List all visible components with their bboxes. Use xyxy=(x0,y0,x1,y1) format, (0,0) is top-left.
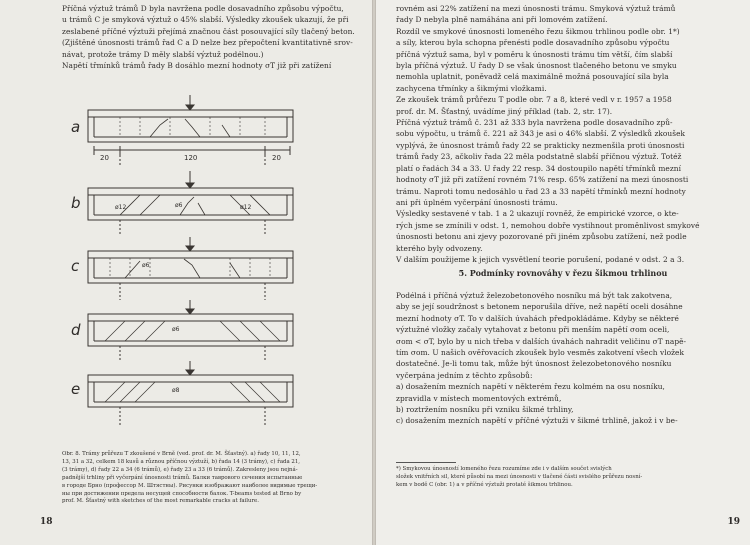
footnote: *) Smykovou únosností lomeného řezu rozumíme zde i v dalším součet svislých složek vnitřních sil, které působí na mezi únosnosti v tlačené části svislého průřezu nosní- kem v bodě C (obr. 1) a v příčné výztuži protaté šikmou trhlinou. xyxy=(396,466,643,488)
dim-left: 20 xyxy=(100,154,109,162)
dim-middle: 120 xyxy=(184,154,198,162)
section-heading: 5. Podmínky rovnováhy v řezu šikmou trhlinou xyxy=(458,268,668,278)
right-body-text: rovném asi 22% zatížení na mezi únosnosti trámu. Smyková výztuž trámů řady D nebyla plně namáhána ani při lomovém zatížení. Rozdíl ve smykové únosnosti lomeného řezu šikmou trhlinou podle obr. 1*) a síly, kterou byla schopna přenésti podle dosavadního způsobu výpočtu příčná výztuž sama, byl v poměru k únosnosti trámu tím větší, čím slabší byla příčná výztuž. U řady D se však únosnost tlačeného betonu ve smyku nemohla uplatnit, poněvadž celá maximálně možná posouvající síla byla zachycena třmínky a šikmými vložkami. Ze zkoušek trámů průřezu T podle obr. 7 a 8, které vedl v r. 1957 a 1958 prof. dr. M. Šťastný, uvádíme jiný příklad (tab. 2, str. 17). Příčná výztuž trámů č. 231 až 333 byla navržena podle dosavadního způ- sobu výpočtu, u trámů č. 221 až 343 je asi o 46% slabší. Z výsledků zkoušek vyplývá, že únosnost trámů řady 22 se prakticky nezmenšila proti únosnosti trámů řady 23, ačkoliv řada 22 měla podstatně slabší příčnou výztuž. Totéž platí o řadách 34 a 33. U řady 22 resp. 34 dostoupilo napětí třmínků mezní hodnoty σT již při zatížení rovném 71% resp. 65% zatížení na mezi únosnosti trámu. Naproti tomu nedosáhlo u řad 23 a 33 napětí třmínků mezní hodnoty ani při úplném vyčerpání únosnosti trámu. Výsledky sestavené v tab. 1 a 2 ukazují rovněž, že empirické vzorce, o kte- rých jsme se zmínili v odst. 1, nemohou dobře vystihnout proměnlivost smykové únosnosti betonu ani zjevy pozorované při jiném způsobu zatížení, než podle kterého byly odvozeny. V dalším použijeme k jejich vysvětlení teorie porušení, podané v odst. 2 a 3. xyxy=(396,4,700,264)
panel-label-e: e xyxy=(71,380,81,398)
right-body-text-2: Podélná i příčná výztuž železobetonového nosníku má být tak zakotvena, aby se její soudržnost s betonem neporušila dříve, než napětí oceli dosáhne mezní hodnoty σT. To v dalších úvahách předpokládáme. Kdyby se některé výztužné vložky začaly vytahovat z betonu při menším napětí σom oceli, σom < σT, bylo by u nich třeba v dalších úvahách nahradit veličinu σT napě- tím σom. U našich ověřovacích zkoušek bylo vesměs zakotvení všech vložek dostatečné. Je-li tomu tak, může být únosnost železobetonového nosníku vyčerpána jedním z těchto způsobů: a) dosažením mezních napětí v některém řezu kolmém na osu nosníku, zpravidla v místech momentových extrémů, b) roztržením nosníku při vzniku šikmé trhliny, c) dosažením mezních napětí v příčné výztuži v šikmé trhlině, jakož i v be- xyxy=(396,291,687,426)
beam-c xyxy=(88,237,293,300)
panel-label-b: b xyxy=(71,194,81,212)
page-number-left: 18 xyxy=(40,517,53,527)
beam-d xyxy=(88,300,293,361)
panel-label-a: a xyxy=(71,118,81,136)
beam-drawings xyxy=(80,95,315,440)
d-bar-label: ø6 xyxy=(172,326,180,333)
page-number-right: 19 xyxy=(727,517,740,527)
right-page xyxy=(376,0,750,545)
e-bar-label: ø8 xyxy=(172,387,180,394)
left-top-paragraph: Příčná výztuž trámů D byla navržena podle dosavadního způsobu výpočtu, u trámů C je smyková výztuž o 45% slabší. Výsledky zkoušek ukazují, že při zeslabené příčné výztuži přejímá značnou část posouvající síly tlačený beton. (Zjištěné únosnosti trámů řad C a D nelze bez přepočtení kvantitativně srov- návat, protože trámy D měly slabší výztuž podélnou.) Napětí třmínků trámů řady B dosáhlo mezní hodnoty σT již při zatížení xyxy=(62,4,355,71)
panel-label-c: c xyxy=(71,257,80,275)
figure-caption: Obr. 8. Trámy průřezu T zkoušené v Brně (ved. prof. dr. M. Šťastný). a) řady 10, 11, 12, 13, 31 a 32, celkem 18 kusů a různou příčnou výztuží, b) řada 14 (3 trámy), c) řada 21, (3 trámy), d) řady 22 a 34 (6 trámů), e) řady 23 a 33 (6 trámů). Zakresleny jsou nejná- padnější trhliny při vyčerpání únosnosti trámů. Балки таврового сечения испытанные в городе Брно (профессор М. Штястны). Рисунки изображают наиболее видимые трещи- ны при достижении предела несущей способности балок. T-beams tested at Brno by prof. M. Šťastný with sketches of the most remarkable cracks at failure. xyxy=(62,451,318,505)
left-page xyxy=(0,0,372,545)
beam-b xyxy=(88,171,293,235)
b-label-1: ø12 xyxy=(115,204,127,211)
b-label-3: ø12 xyxy=(240,204,252,211)
c-bar-label: ø6 xyxy=(142,262,150,269)
footnote-rule xyxy=(396,462,456,463)
panel-label-d: d xyxy=(71,321,81,339)
beam-e xyxy=(88,361,293,425)
b-label-2: ø6 xyxy=(175,202,183,209)
dim-right: 20 xyxy=(272,154,281,162)
